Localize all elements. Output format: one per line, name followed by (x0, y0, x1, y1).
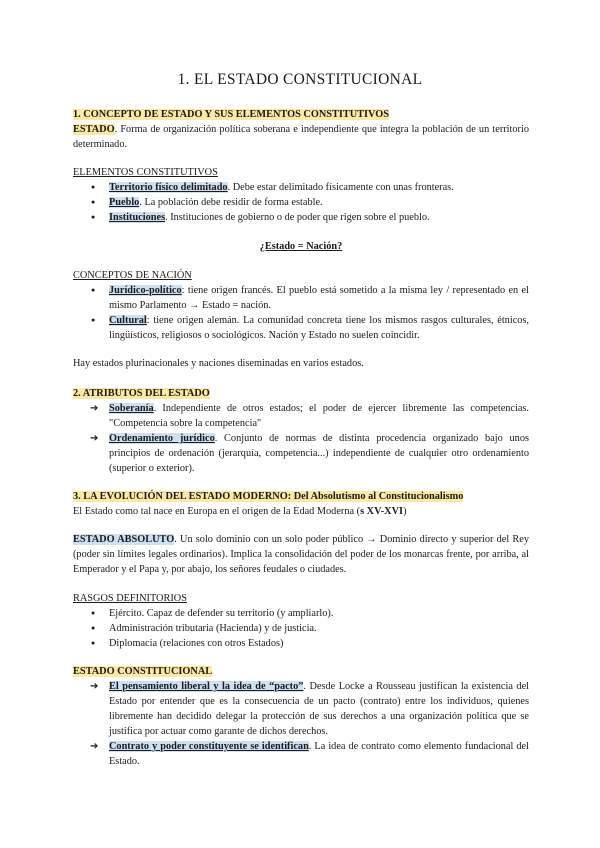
list-item-term: Cultural (109, 315, 147, 326)
section-3-intro (73, 504, 529, 519)
question-line (73, 239, 529, 254)
list-item-term: Jurídico-político (109, 285, 182, 296)
list-item (73, 739, 529, 769)
estado-def-text: . Forma de organización política soberana e independiente que integra la población de un territorio determinado. (73, 124, 529, 150)
intro-a: El Estado como tal nace en Europa en el origen de la Edad Moderna ( (73, 506, 361, 517)
section-2-heading: 2. ATRIBUTOS DEL ESTADO (73, 388, 210, 399)
document-title: 1. EL ESTADO CONSTITUCIONAL (177, 71, 423, 88)
nacion-block (73, 268, 529, 343)
absoluto-term: ESTADO ABSOLUTO (73, 534, 175, 545)
nacion-list (73, 283, 529, 343)
section-3-heading-a: 3. LA EVOLUCIÓN DEL ESTADO MODERNO: (73, 491, 294, 502)
section-3 (73, 489, 529, 519)
list-item-text: . Desde Locke a Rousseau justifican la existencia del Estado por entender que es la consecuencia de un pacto (contrato) entre los individuos, quienes libremente han decidido delegar la protección de sus derechos a una organización política que se justifica por actuar como garante de dichos derechos. (109, 681, 529, 737)
rasgos-block (73, 591, 529, 651)
list-item (73, 313, 529, 343)
absoluto-text: . Un solo dominio con un solo poder público → Dominio directo y superior del Rey (poder sin límites legales ordinarios). Implica la consolidación del poder de los monarcas frente, por arriba, al Emperador y el Papa y, por abajo, los señores feudales o ciudades. (73, 534, 529, 575)
atributos-list (73, 401, 529, 476)
section-1-heading: 1. CONCEPTO DE ESTADO Y SUS ELEMENTOS CONSTITUTIVOS (73, 109, 390, 120)
list-item-text: . Independiente de otros estados; el poder de ejercer libremente las competencias. "Competencia sobre la competencia" (109, 403, 529, 429)
list-item (73, 210, 529, 225)
list-item (73, 431, 529, 476)
list-item-text: : tiene origen francés. El pueblo está sometido a la misma ley / representado en el mismo Parlamento → Estado = nación. (109, 285, 529, 311)
section-2 (73, 386, 529, 476)
list-item-term: Soberanía (109, 403, 154, 414)
elementos-list (73, 180, 529, 225)
nacion-heading: CONCEPTOS DE NACIÓN (73, 270, 192, 281)
list-item (73, 283, 529, 313)
absoluto-paragraph (73, 532, 529, 577)
elementos-block (73, 165, 529, 225)
section-3-heading-b: Del Absolutismo al Constitucionalismo (293, 491, 464, 502)
list-item: ● Ejército. Capaz de defender su territorio (y ampliarlo). (73, 606, 529, 621)
elementos-heading: ELEMENTOS CONSTITUTIVOS (73, 167, 218, 178)
constitucional-list (73, 679, 529, 769)
list-item: ● Administración tributaria (Hacienda) y de justicia. (73, 621, 529, 636)
list-item (73, 180, 529, 195)
question-text: ¿Estado = Nación? (259, 241, 343, 252)
intro-b: s XV-XVI (360, 506, 404, 517)
list-item (73, 401, 529, 431)
constitucional-block (73, 664, 529, 769)
estado-definition (73, 122, 529, 152)
list-item-text: . La población debe residir de forma estable. (139, 197, 323, 208)
absoluto-block (73, 532, 529, 577)
intro-c: ) (403, 506, 407, 517)
list-item-term: Territorio físico delimitado (109, 182, 228, 193)
list-item-term: Pueblo (109, 197, 140, 208)
list-item-term: Contrato y poder constituyente se identifican (109, 741, 309, 752)
list-item (73, 195, 529, 210)
list-item-text: . La idea de contrato como elemento fundacional del Estado. (109, 741, 529, 767)
constitucional-heading: ESTADO CONSTITUCIONAL (73, 666, 213, 677)
nacion-note (73, 356, 529, 371)
rasgos-heading: RASGOS DEFINITORIOS (73, 593, 187, 604)
list-item-text: . Instituciones de gobierno o de poder que rigen sobre el pueblo. (165, 212, 430, 223)
list-item-term: Instituciones (109, 212, 166, 223)
list-item: ● Diplomacia (relaciones con otros Estados) (73, 636, 529, 651)
rasgos-list (73, 606, 529, 651)
list-item-text: . Conjunto de normas de distinta procedencia organizado bajo unos principios de ordenación (jerarquía, competencia...) independiente de cualquier otro ordenamiento (superior o exterior). (109, 433, 529, 474)
list-item-text: : tiene origen alemán. La comunidad concreta tiene los mismos rasgos culturales, étnicos, lingüísticos, religiosos o sociológicos. Nación y Estado no suelen coincidir. (109, 315, 529, 341)
note-text: Hay estados plurinacionales y naciones diseminadas en varios estados. (73, 358, 364, 369)
list-item-text: . Debe estar delimitado físicamente con unas fronteras. (227, 182, 454, 193)
list-item-term: El pensamiento liberal y la idea de “pacto” (109, 681, 304, 692)
section-3-heading (73, 491, 463, 502)
list-item (73, 679, 529, 739)
list-item-term: Ordenamiento jurídico (109, 433, 215, 444)
section-1 (73, 107, 529, 152)
estado-term: ESTADO (73, 124, 115, 135)
